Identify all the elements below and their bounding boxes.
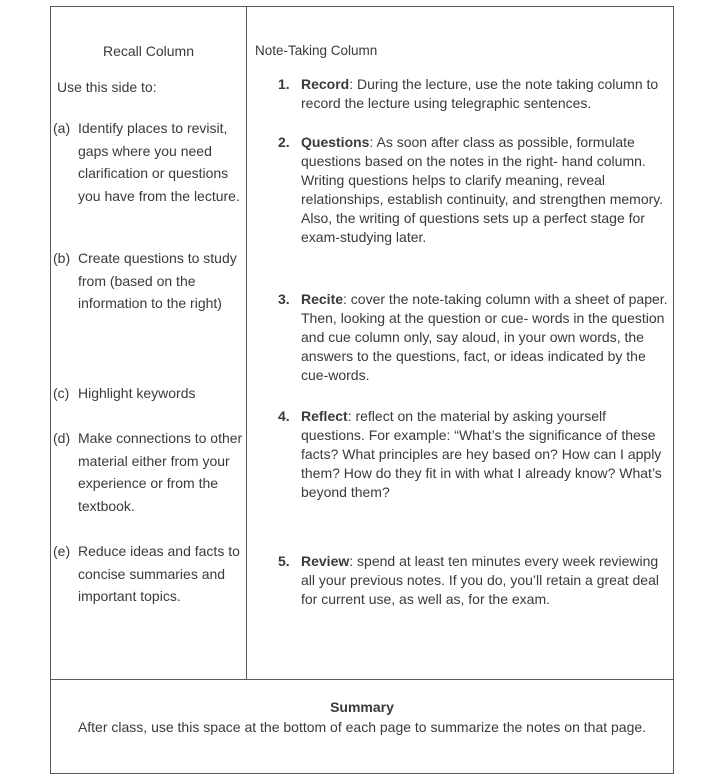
summary-section (51, 697, 673, 737)
recall-item-marker: (a) (53, 120, 71, 136)
summary-text: After class, use this space at the bottom of each page to summarize the notes on that page. (77, 719, 647, 735)
recall-item-marker: (b) (53, 250, 71, 266)
column-divider (246, 7, 247, 679)
note-item-text: : During the lecture, use the note taking column to record the lecture using telegraphic sentences. (301, 76, 659, 111)
note-item (278, 407, 670, 502)
note-taking-column (248, 7, 673, 679)
note-item-number: 5. (278, 553, 290, 569)
recall-item (53, 382, 243, 405)
note-item (278, 552, 670, 609)
recall-item-text: Reduce ideas and facts to concise summaries and important topics. (78, 543, 240, 604)
recall-intro: Use this side to: (57, 79, 157, 95)
recall-item (53, 247, 243, 315)
recall-item-text: Identify places to revisit, gaps where you need clarification or questions you have from the lecture. (78, 120, 240, 204)
note-item-number: 2. (278, 134, 290, 150)
recall-item (53, 117, 243, 207)
note-item-number: 4. (278, 408, 290, 424)
note-item (278, 75, 670, 113)
note-item-text: : cover the note-taking column with a sheet of paper. Then, looking at the question or cue- words in the question and cue column only, say aloud, in your own words, the answers to the questions, fact, or ideas indicated by the cue-words. (301, 291, 668, 383)
recall-item-text: Make connections to other material either from your experience or from the textbook. (78, 430, 243, 514)
recall-item-marker: (d) (53, 430, 71, 446)
note-item-text: : spend at least ten minutes every week reviewing all your previous notes. If you do, you’ll retain a great deal for current use, as well as, for the exam. (301, 553, 659, 607)
note-item (278, 290, 670, 385)
note-item-text: : As soon after class as possible, formulate questions based on the notes in the right- hand column. Writing questions helps to clarify meaning, reveal relationships, establish continuity, and strengthen memory. Also, the writing of questions sets up a perfect stage for exam-studying later. (301, 134, 664, 245)
note-item-term: Questions (301, 134, 370, 150)
cornell-notes-sheet (50, 6, 674, 774)
note-item-term: Review (301, 553, 350, 569)
recall-column (51, 7, 246, 679)
recall-item (53, 427, 243, 517)
summary-divider (51, 679, 673, 680)
note-item (278, 133, 670, 247)
recall-item-text: Create questions to study from (based on the information to the right) (78, 250, 237, 311)
note-item-number: 3. (278, 291, 290, 307)
recall-item-marker: (e) (53, 543, 71, 559)
recall-item-marker: (c) (53, 385, 70, 401)
note-item-number: 1. (278, 76, 290, 92)
recall-item-text: Highlight keywords (78, 385, 196, 401)
note-taking-column-title: Note-Taking Column (255, 43, 378, 58)
note-item-term: Recite (301, 291, 344, 307)
recall-column-title: Recall Column (102, 43, 195, 59)
note-item-text: : reflect on the material by asking yourself questions. For example: “What’s the significance of these facts? What principles are hey based on? How can I apply them? How do they fit in with what I already know? What’s beyond them? (301, 408, 662, 500)
note-item-term: Reflect (301, 408, 348, 424)
note-item-term: Record (301, 76, 350, 92)
summary-title: Summary (330, 699, 394, 715)
recall-item (53, 540, 243, 608)
